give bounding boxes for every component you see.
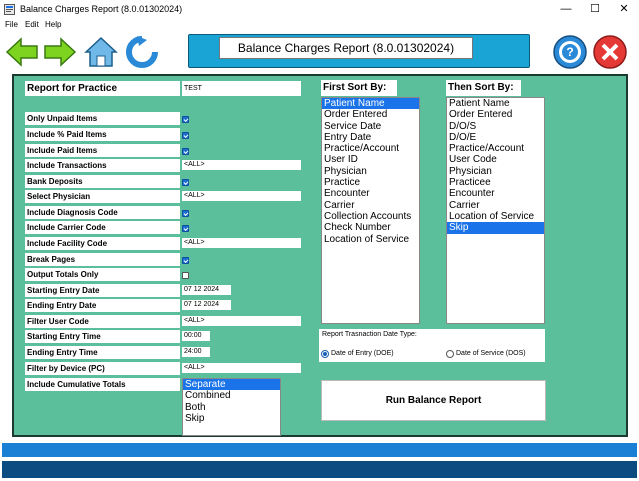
practice-field[interactable]: TEST (182, 81, 301, 96)
doe-radio-label[interactable]: Date of Entry (DOE) (331, 350, 394, 357)
date-type-label: Report Trasnaction Date Type: (322, 331, 417, 338)
then-sort-option[interactable]: Carrier (449, 199, 480, 211)
help-icon[interactable] (552, 34, 588, 70)
close-icon[interactable] (592, 34, 628, 70)
row-field[interactable]: <ALL> (182, 191, 301, 201)
first-sort-option[interactable]: Entry Date (324, 131, 372, 143)
practice-label: Report for Practice (25, 81, 180, 96)
row-checkbox[interactable] (182, 225, 189, 232)
first-sort-option[interactable]: Check Number (324, 222, 391, 234)
forward-arrow-icon[interactable] (42, 34, 78, 70)
then-sort-list[interactable] (446, 97, 545, 324)
app-icon (4, 4, 15, 15)
menu-help[interactable]: Help (45, 20, 62, 29)
row-checkbox[interactable] (182, 132, 189, 139)
cumulative-option[interactable]: Both (185, 401, 206, 413)
then-sort-option[interactable]: User Code (449, 154, 497, 166)
run-balance-report-button[interactable]: Run Balance Report (321, 380, 546, 421)
row-label: Starting Entry Date (25, 284, 180, 297)
menu-edit[interactable]: Edit (25, 20, 39, 29)
first-sort-list[interactable] (321, 97, 420, 324)
then-sort-label: Then Sort By: (446, 80, 521, 96)
first-sort-option[interactable]: Practice/Account (324, 143, 400, 155)
cumulative-totals-list[interactable] (182, 378, 281, 436)
then-sort-option[interactable]: Order Entered (449, 109, 513, 121)
row-field[interactable]: 00:00 (182, 331, 210, 341)
report-title: Balance Charges Report (8.0.01302024) (219, 37, 473, 59)
row-label: Include Facility Code (25, 237, 180, 250)
row-field[interactable]: 07 12 2024 (182, 300, 231, 310)
window-title: Balance Charges Report (8.0.01302024) (20, 4, 183, 14)
status-bar-bottom (2, 461, 637, 478)
row-label: Only Unpaid Items (25, 112, 180, 125)
first-sort-option[interactable]: Location of Service (324, 233, 410, 245)
first-sort-option[interactable]: Practice (324, 177, 361, 189)
menu-file[interactable]: File (5, 20, 18, 29)
dos-radio-label[interactable]: Date of Service (DOS) (456, 350, 526, 357)
then-sort-option[interactable]: Skip (447, 222, 544, 233)
status-bar-top (2, 443, 637, 457)
menu-bar (0, 19, 639, 32)
row-label: Output Totals Only (25, 268, 180, 281)
row-label: Filter by Device (PC) (25, 362, 180, 375)
first-sort-label: First Sort By: (321, 80, 397, 96)
row-label: Include Diagnosis Code (25, 206, 180, 219)
doe-radio[interactable] (321, 350, 329, 358)
row-label: Include Paid Items (25, 144, 180, 157)
row-label: Break Pages (25, 253, 180, 266)
then-sort-option[interactable]: Physician (449, 165, 492, 177)
maximize-button[interactable]: ☐ (590, 3, 600, 15)
first-sort-option[interactable]: Patient Name (322, 98, 419, 109)
row-checkbox[interactable] (182, 148, 189, 155)
cumulative-option[interactable]: Skip (185, 412, 205, 424)
then-sort-option[interactable]: D/O/S (449, 120, 477, 132)
row-label: Ending Entry Time (25, 346, 180, 359)
then-sort-option[interactable]: D/O/E (449, 131, 477, 143)
row-label: Include Transactions (25, 159, 180, 172)
row-field[interactable]: 07 12 2024 (182, 285, 231, 295)
first-sort-option[interactable]: Carrier (324, 199, 355, 211)
row-label: Include % Paid Items (25, 128, 180, 141)
row-label: Select Physician (25, 190, 180, 203)
row-label: Include Cumulative Totals (25, 378, 180, 391)
row-checkbox[interactable] (182, 116, 189, 123)
row-checkbox[interactable] (182, 210, 189, 217)
then-sort-option[interactable]: Location of Service (449, 210, 535, 222)
window-close-button[interactable]: ✕ (619, 3, 629, 15)
row-label: Include Carrier Code (25, 221, 180, 234)
row-label: Filter User Code (25, 315, 180, 328)
first-sort-option[interactable]: Service Date (324, 120, 382, 132)
then-sort-option[interactable]: Practice/Account (449, 143, 525, 155)
then-sort-option[interactable]: Patient Name (449, 98, 510, 109)
first-sort-option[interactable]: Encounter (324, 188, 370, 200)
cumulative-option[interactable]: Separate (183, 379, 280, 390)
minimize-button[interactable]: — (560, 3, 572, 15)
row-field[interactable]: <ALL> (182, 238, 301, 248)
row-field[interactable]: <ALL> (182, 316, 301, 326)
first-sort-option[interactable]: User ID (324, 154, 358, 166)
row-field[interactable]: 24:00 (182, 347, 210, 357)
back-arrow-icon[interactable] (4, 34, 40, 70)
row-checkbox[interactable] (182, 272, 189, 279)
row-checkbox[interactable] (182, 179, 189, 186)
first-sort-option[interactable]: Collection Accounts (324, 210, 412, 222)
row-field[interactable]: <ALL> (182, 160, 301, 170)
refresh-icon[interactable] (124, 34, 160, 70)
first-sort-option[interactable]: Order Entered (324, 109, 388, 121)
row-label: Starting Entry Time (25, 330, 180, 343)
row-field[interactable]: <ALL> (182, 363, 301, 373)
then-sort-option[interactable]: Practicee (449, 177, 491, 189)
row-label: Bank Deposits (25, 175, 180, 188)
dos-radio[interactable] (446, 350, 454, 358)
row-checkbox[interactable] (182, 257, 189, 264)
home-icon[interactable] (83, 34, 119, 70)
cumulative-option[interactable]: Combined (185, 390, 231, 402)
row-label: Ending Entry Date (25, 299, 180, 312)
svg-text:?: ? (566, 45, 574, 59)
then-sort-option[interactable]: Encounter (449, 188, 495, 200)
first-sort-option[interactable]: Physician (324, 165, 367, 177)
